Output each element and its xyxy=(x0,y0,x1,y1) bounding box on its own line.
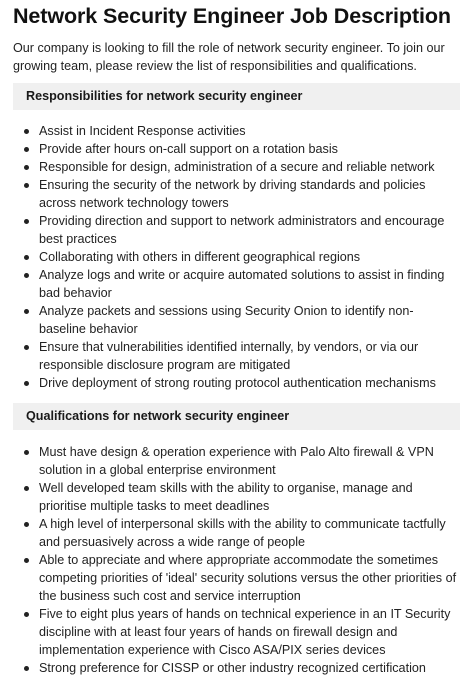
qualification-text: Well developed team skills with the ability to organise, manage and prioritise multiple tasks to meet deadlines xyxy=(39,481,413,513)
bullet-icon xyxy=(24,129,29,134)
qualification-text: Able to appreciate and where appropriate accommodate the sometimes competing priorities of 'ideal' security solutions versus the other priorities of the business such cost and service interruption xyxy=(39,553,457,603)
intro-paragraph: Our company is looking to fill the role of network security engineer. To join our growing team, please review the list of responsibilities and qualifications. xyxy=(13,41,445,73)
bullet-icon xyxy=(24,450,29,455)
job-description-page xyxy=(13,0,460,677)
bullet-icon xyxy=(24,522,29,527)
bullet-icon xyxy=(24,165,29,170)
responsibilities-list xyxy=(13,122,460,392)
responsibility-text: Responsible for design, administration of a secure and reliable network xyxy=(39,160,435,174)
bullet-icon xyxy=(24,147,29,152)
bullet-icon xyxy=(24,309,29,314)
responsibilities-heading: Responsibilities for network security engineer xyxy=(13,83,460,110)
qualification-text: Must have design & operation experience with Palo Alto firewall & VPN solution in a global enterprise environment xyxy=(39,445,434,477)
qualifications-heading: Qualifications for network security engineer xyxy=(13,403,460,430)
qualification-item xyxy=(13,605,460,659)
responsibility-text: Analyze logs and write or acquire automated solutions to assist in finding bad behavior xyxy=(39,268,445,300)
qualifications-list xyxy=(13,443,460,677)
page-title: Network Security Engineer Job Description xyxy=(13,4,451,28)
qualification-item xyxy=(13,659,460,677)
qualification-item xyxy=(13,551,460,605)
responsibility-text: Analyze packets and sessions using Security Onion to identify non-baseline behavior xyxy=(39,304,414,336)
responsibility-item xyxy=(13,158,460,176)
bullet-icon xyxy=(24,255,29,260)
responsibility-item xyxy=(13,302,460,338)
qualification-text: Five to eight plus years of hands on technical experience in an IT Security discipline with at least four years of hands on firewall design and implementation experience with Cisco ASA/PIX series devices xyxy=(39,607,451,657)
responsibility-text: Drive deployment of strong routing protocol authentication mechanisms xyxy=(39,376,436,390)
responsibility-item xyxy=(13,140,460,158)
bullet-icon xyxy=(24,273,29,278)
responsibility-text: Provide after hours on-call support on a rotation basis xyxy=(39,142,338,156)
responsibility-item xyxy=(13,122,460,140)
qualification-text: A high level of interpersonal skills with the ability to communicate tactfully and persuasively across a wide range of people xyxy=(39,517,446,549)
responsibility-item xyxy=(13,212,460,248)
responsibility-item xyxy=(13,248,460,266)
responsibility-text: Collaborating with others in different geographical regions xyxy=(39,250,361,264)
responsibility-item xyxy=(13,338,460,374)
bullet-icon xyxy=(24,558,29,563)
bullet-icon xyxy=(24,612,29,617)
qualification-item xyxy=(13,515,460,551)
responsibility-text: Providing direction and support to network administrators and encourage best practices xyxy=(39,214,445,246)
responsibility-item xyxy=(13,176,460,212)
bullet-icon xyxy=(24,219,29,224)
responsibility-item xyxy=(13,266,460,302)
bullet-icon xyxy=(24,345,29,350)
bullet-icon xyxy=(24,486,29,491)
bullet-icon xyxy=(24,381,29,386)
qualification-text: Strong preference for CISSP or other industry recognized certification xyxy=(39,661,426,675)
qualification-item xyxy=(13,479,460,515)
responsibility-text: Assist in Incident Response activities xyxy=(39,124,246,138)
responsibility-text: Ensuring the security of the network by driving standards and policies across network technology towers xyxy=(39,178,426,210)
responsibility-text: Ensure that vulnerabilities identified internally, by vendors, or via our responsible disclosure program are mitigated xyxy=(39,340,419,372)
bullet-icon xyxy=(24,666,29,671)
qualification-item xyxy=(13,443,460,479)
responsibility-item xyxy=(13,374,460,392)
bullet-icon xyxy=(24,183,29,188)
